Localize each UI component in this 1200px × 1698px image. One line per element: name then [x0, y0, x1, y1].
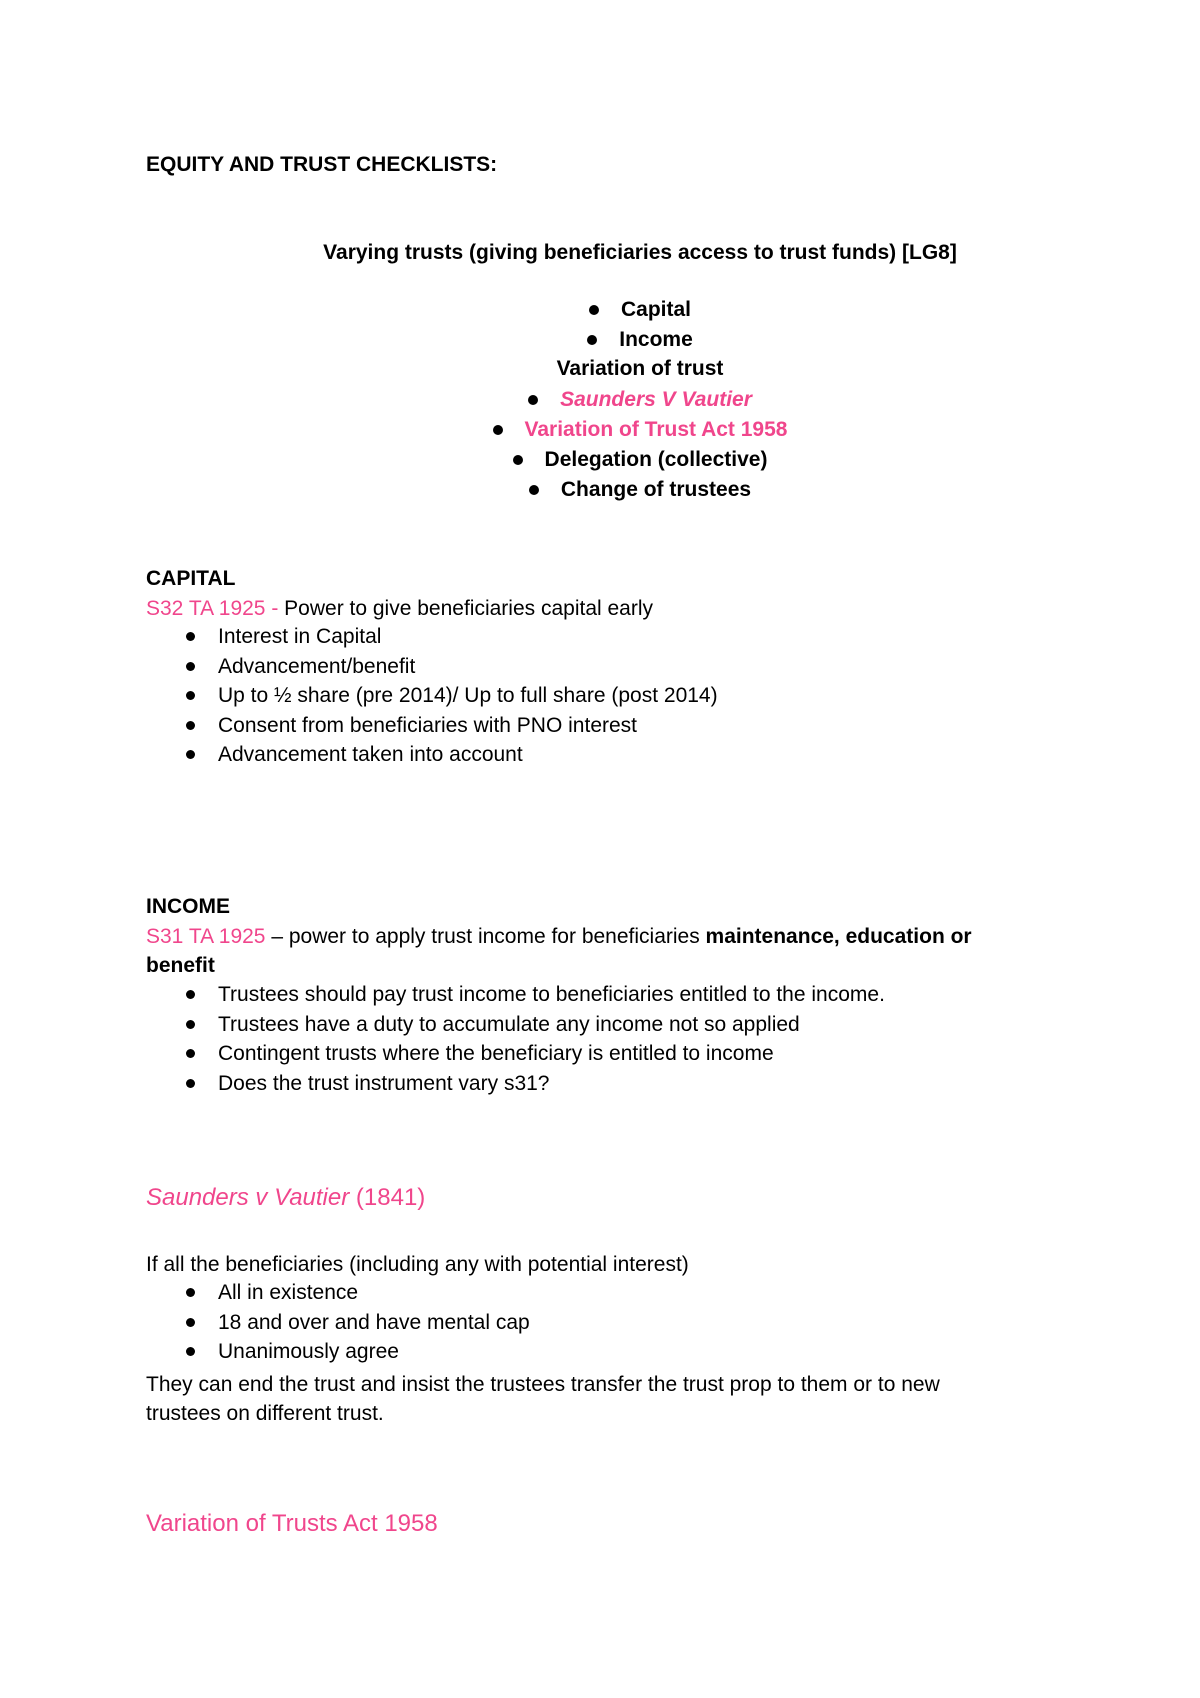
list-item: 18 and over and have mental cap	[186, 1308, 530, 1338]
toc-item-income: Income	[0, 326, 1200, 353]
list-item: Does the trust instrument vary s31?	[186, 1069, 885, 1099]
document-title: EQUITY AND TRUST CHECKLISTS:	[146, 153, 498, 176]
list-item: Up to ½ share (pre 2014)/ Up to full share (post 2014)	[186, 681, 718, 711]
capital-statute-desc: Power to give beneficiaries capital early	[278, 597, 654, 620]
bullet-icon	[513, 455, 523, 465]
bullet-icon	[528, 395, 538, 405]
capital-bullet-list	[186, 622, 718, 770]
list-item: Trustees should pay trust income to beneficiaries entitled to the income.	[186, 980, 885, 1010]
income-bullet-list	[186, 980, 885, 1098]
bullet-icon	[186, 1288, 195, 1297]
list-item: Advancement/benefit	[186, 652, 718, 682]
list-item: Advancement taken into account	[186, 740, 718, 770]
list-item: Trustees have a duty to accumulate any income not so applied	[186, 1010, 885, 1040]
saunders-conclusion-line-2: trustees on different trust.	[146, 1402, 384, 1425]
saunders-case-name: Saunders v Vautier	[146, 1184, 350, 1211]
capital-statute: S32 TA 1925 -	[146, 597, 279, 620]
toc-item-delegation: Delegation (collective)	[0, 446, 1200, 473]
bullet-icon	[186, 721, 195, 730]
saunders-bullet-list	[186, 1278, 530, 1367]
bullet-icon	[587, 335, 597, 345]
income-heading: INCOME	[146, 895, 230, 918]
toc-item-saunders: Saunders V Vautier	[0, 386, 1200, 413]
income-statute-emphasis: maintenance, education or	[705, 925, 972, 948]
list-item: Unanimously agree	[186, 1337, 530, 1367]
capital-heading: CAPITAL	[146, 567, 236, 590]
bullet-icon	[186, 1347, 195, 1356]
bullet-icon	[529, 485, 539, 495]
bullet-icon	[186, 1020, 195, 1029]
vta-heading: Variation of Trusts Act 1958	[146, 1510, 438, 1537]
saunders-heading	[146, 1184, 425, 1213]
bullet-icon	[589, 305, 599, 315]
bullet-icon	[186, 691, 195, 700]
bullet-icon	[186, 1049, 195, 1058]
capital-statute-line	[146, 596, 653, 621]
saunders-year: (1841)	[349, 1184, 426, 1211]
list-item: All in existence	[186, 1278, 530, 1308]
toc-item-change-of-trustees: Change of trustees	[0, 476, 1200, 503]
bullet-icon	[493, 425, 503, 435]
bullet-icon	[186, 1318, 195, 1327]
saunders-conclusion-line-1: They can end the trust and insist the trustees transfer the trust prop to them or to new	[146, 1373, 940, 1396]
bullet-icon	[186, 1079, 195, 1088]
bullet-icon	[186, 662, 195, 671]
bullet-icon	[186, 632, 195, 641]
income-statute-line	[146, 924, 972, 949]
list-item: Interest in Capital	[186, 622, 718, 652]
toc-item-vta: Variation of Trust Act 1958	[0, 416, 1200, 443]
toc-item-capital: Capital	[0, 296, 1200, 323]
saunders-intro: If all the beneficiaries (including any with potential interest)	[146, 1253, 689, 1276]
list-item: Contingent trusts where the beneficiary is entitled to income	[186, 1039, 885, 1069]
income-statute: S31 TA 1925	[146, 925, 266, 948]
list-item: Consent from beneficiaries with PNO interest	[186, 711, 718, 741]
toc-item-variation-of-trust: Variation of trust	[556, 357, 724, 380]
bullet-icon	[186, 990, 195, 999]
section-heading: Varying trusts (giving beneficiaries access to trust funds) [LG8]	[323, 241, 957, 264]
income-statute-emphasis-cont: benefit	[146, 954, 215, 977]
bullet-icon	[186, 750, 195, 759]
income-statute-desc: – power to apply trust income for beneficiaries	[265, 925, 706, 948]
